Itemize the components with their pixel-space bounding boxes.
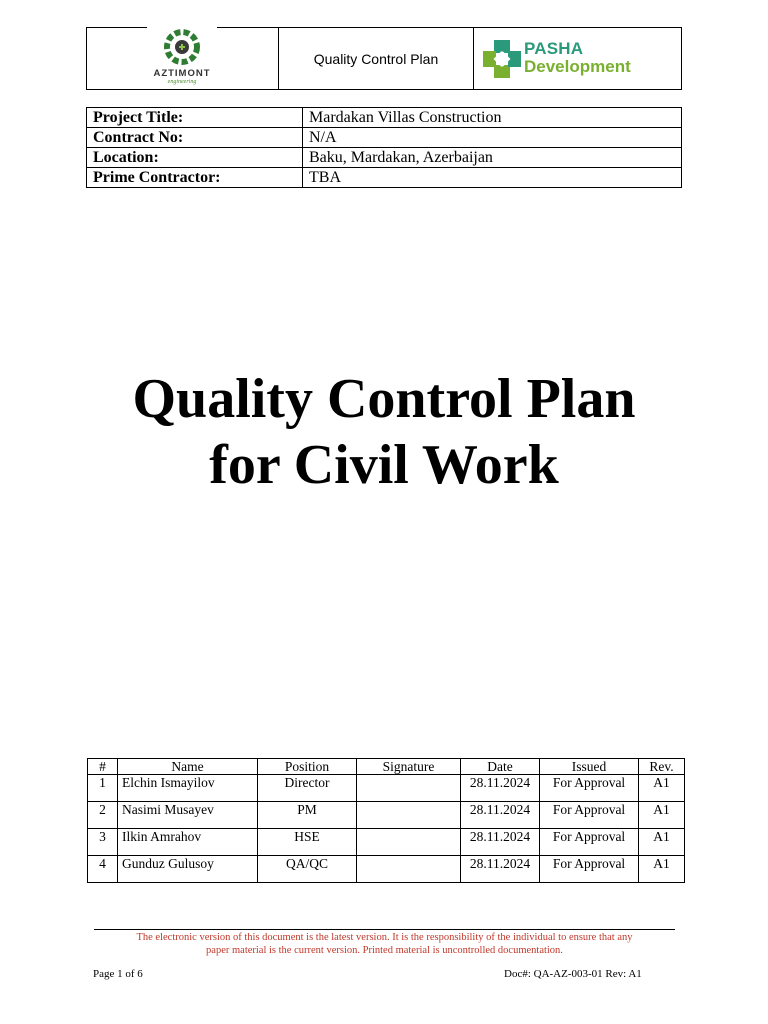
document-title-line2: for Civil Work	[209, 434, 559, 496]
document-title	[0, 366, 768, 498]
cell-number: 4	[88, 856, 118, 883]
approval-table	[87, 758, 685, 883]
cell-number: 3	[88, 829, 118, 856]
col-header-date: Date	[461, 759, 540, 775]
col-header-issued: Issued	[540, 759, 639, 775]
cell-rev: A1	[639, 775, 685, 802]
project-title-label: Project Title:	[87, 108, 303, 128]
header-title: Quality Control Plan	[279, 28, 474, 89]
footer-disclaimer-line1: The electronic version of this document is the latest version. It is the responsibility of the individual to ensure that any	[136, 932, 633, 943]
pasha-star-icon	[481, 38, 523, 80]
project-title-value: Mardakan Villas Construction	[303, 108, 682, 128]
contract-no-label: Contract No:	[87, 128, 303, 148]
col-header-signature: Signature	[357, 759, 461, 775]
aztimont-logo-name: AZTIMONT	[153, 68, 211, 79]
col-header-name: Name	[118, 759, 258, 775]
cell-position: HSE	[258, 829, 357, 856]
pasha-logo-name: PASHA	[524, 39, 584, 58]
project-info-row	[87, 128, 682, 148]
cell-rev: A1	[639, 829, 685, 856]
cell-issued: For Approval	[540, 856, 639, 883]
project-info-row	[87, 148, 682, 168]
document-title-line1: Quality Control Plan	[132, 368, 636, 430]
project-info-table	[86, 107, 682, 188]
cell-signature	[357, 802, 461, 829]
pasha-logo-sub: Development	[524, 57, 631, 76]
cell-name: Elchin Ismayilov	[118, 775, 258, 802]
cell-signature	[357, 829, 461, 856]
document-header	[86, 27, 682, 90]
col-header-rev: Rev.	[639, 759, 685, 775]
aztimont-logo	[147, 25, 217, 89]
cell-number: 2	[88, 802, 118, 829]
prime-contractor-value: TBA	[303, 168, 682, 188]
cell-date: 28.11.2024	[461, 829, 540, 856]
table-row	[88, 856, 685, 883]
footer-disclaimer-line2: paper material is the current version. Printed material is uncontrolled documentation.	[206, 945, 563, 956]
table-row	[88, 775, 685, 802]
cell-rev: A1	[639, 802, 685, 829]
header-left-cell	[87, 28, 279, 89]
location-label: Location:	[87, 148, 303, 168]
aztimont-logo-sub: engineering	[167, 79, 197, 85]
table-row	[88, 802, 685, 829]
cell-issued: For Approval	[540, 802, 639, 829]
col-header-position: Position	[258, 759, 357, 775]
prime-contractor-label: Prime Contractor:	[87, 168, 303, 188]
cell-name: Ilkin Amrahov	[118, 829, 258, 856]
cell-name: Nasimi Musayev	[118, 802, 258, 829]
cell-date: 28.11.2024	[461, 775, 540, 802]
document-number: Doc#: QA-AZ-003-01 Rev: A1	[504, 968, 642, 980]
cell-position: QA/QC	[258, 856, 357, 883]
col-header-number: #	[88, 759, 118, 775]
approval-table-header	[88, 759, 685, 775]
page-number: Page 1 of 6	[93, 968, 143, 980]
cell-name: Gunduz Gulusoy	[118, 856, 258, 883]
cell-issued: For Approval	[540, 829, 639, 856]
project-info-row	[87, 168, 682, 188]
project-info-row	[87, 108, 682, 128]
cell-number: 1	[88, 775, 118, 802]
contract-no-value: N/A	[303, 128, 682, 148]
cell-signature	[357, 856, 461, 883]
footer-disclaimer	[94, 931, 675, 957]
cell-position: Director	[258, 775, 357, 802]
table-row	[88, 829, 685, 856]
location-value: Baku, Mardakan, Azerbaijan	[303, 148, 682, 168]
cell-rev: A1	[639, 856, 685, 883]
cell-signature	[357, 775, 461, 802]
header-right-cell	[474, 28, 681, 89]
cell-date: 28.11.2024	[461, 856, 540, 883]
footer-divider	[94, 929, 675, 930]
gear-icon	[147, 25, 217, 69]
cell-issued: For Approval	[540, 775, 639, 802]
cell-date: 28.11.2024	[461, 802, 540, 829]
cell-position: PM	[258, 802, 357, 829]
